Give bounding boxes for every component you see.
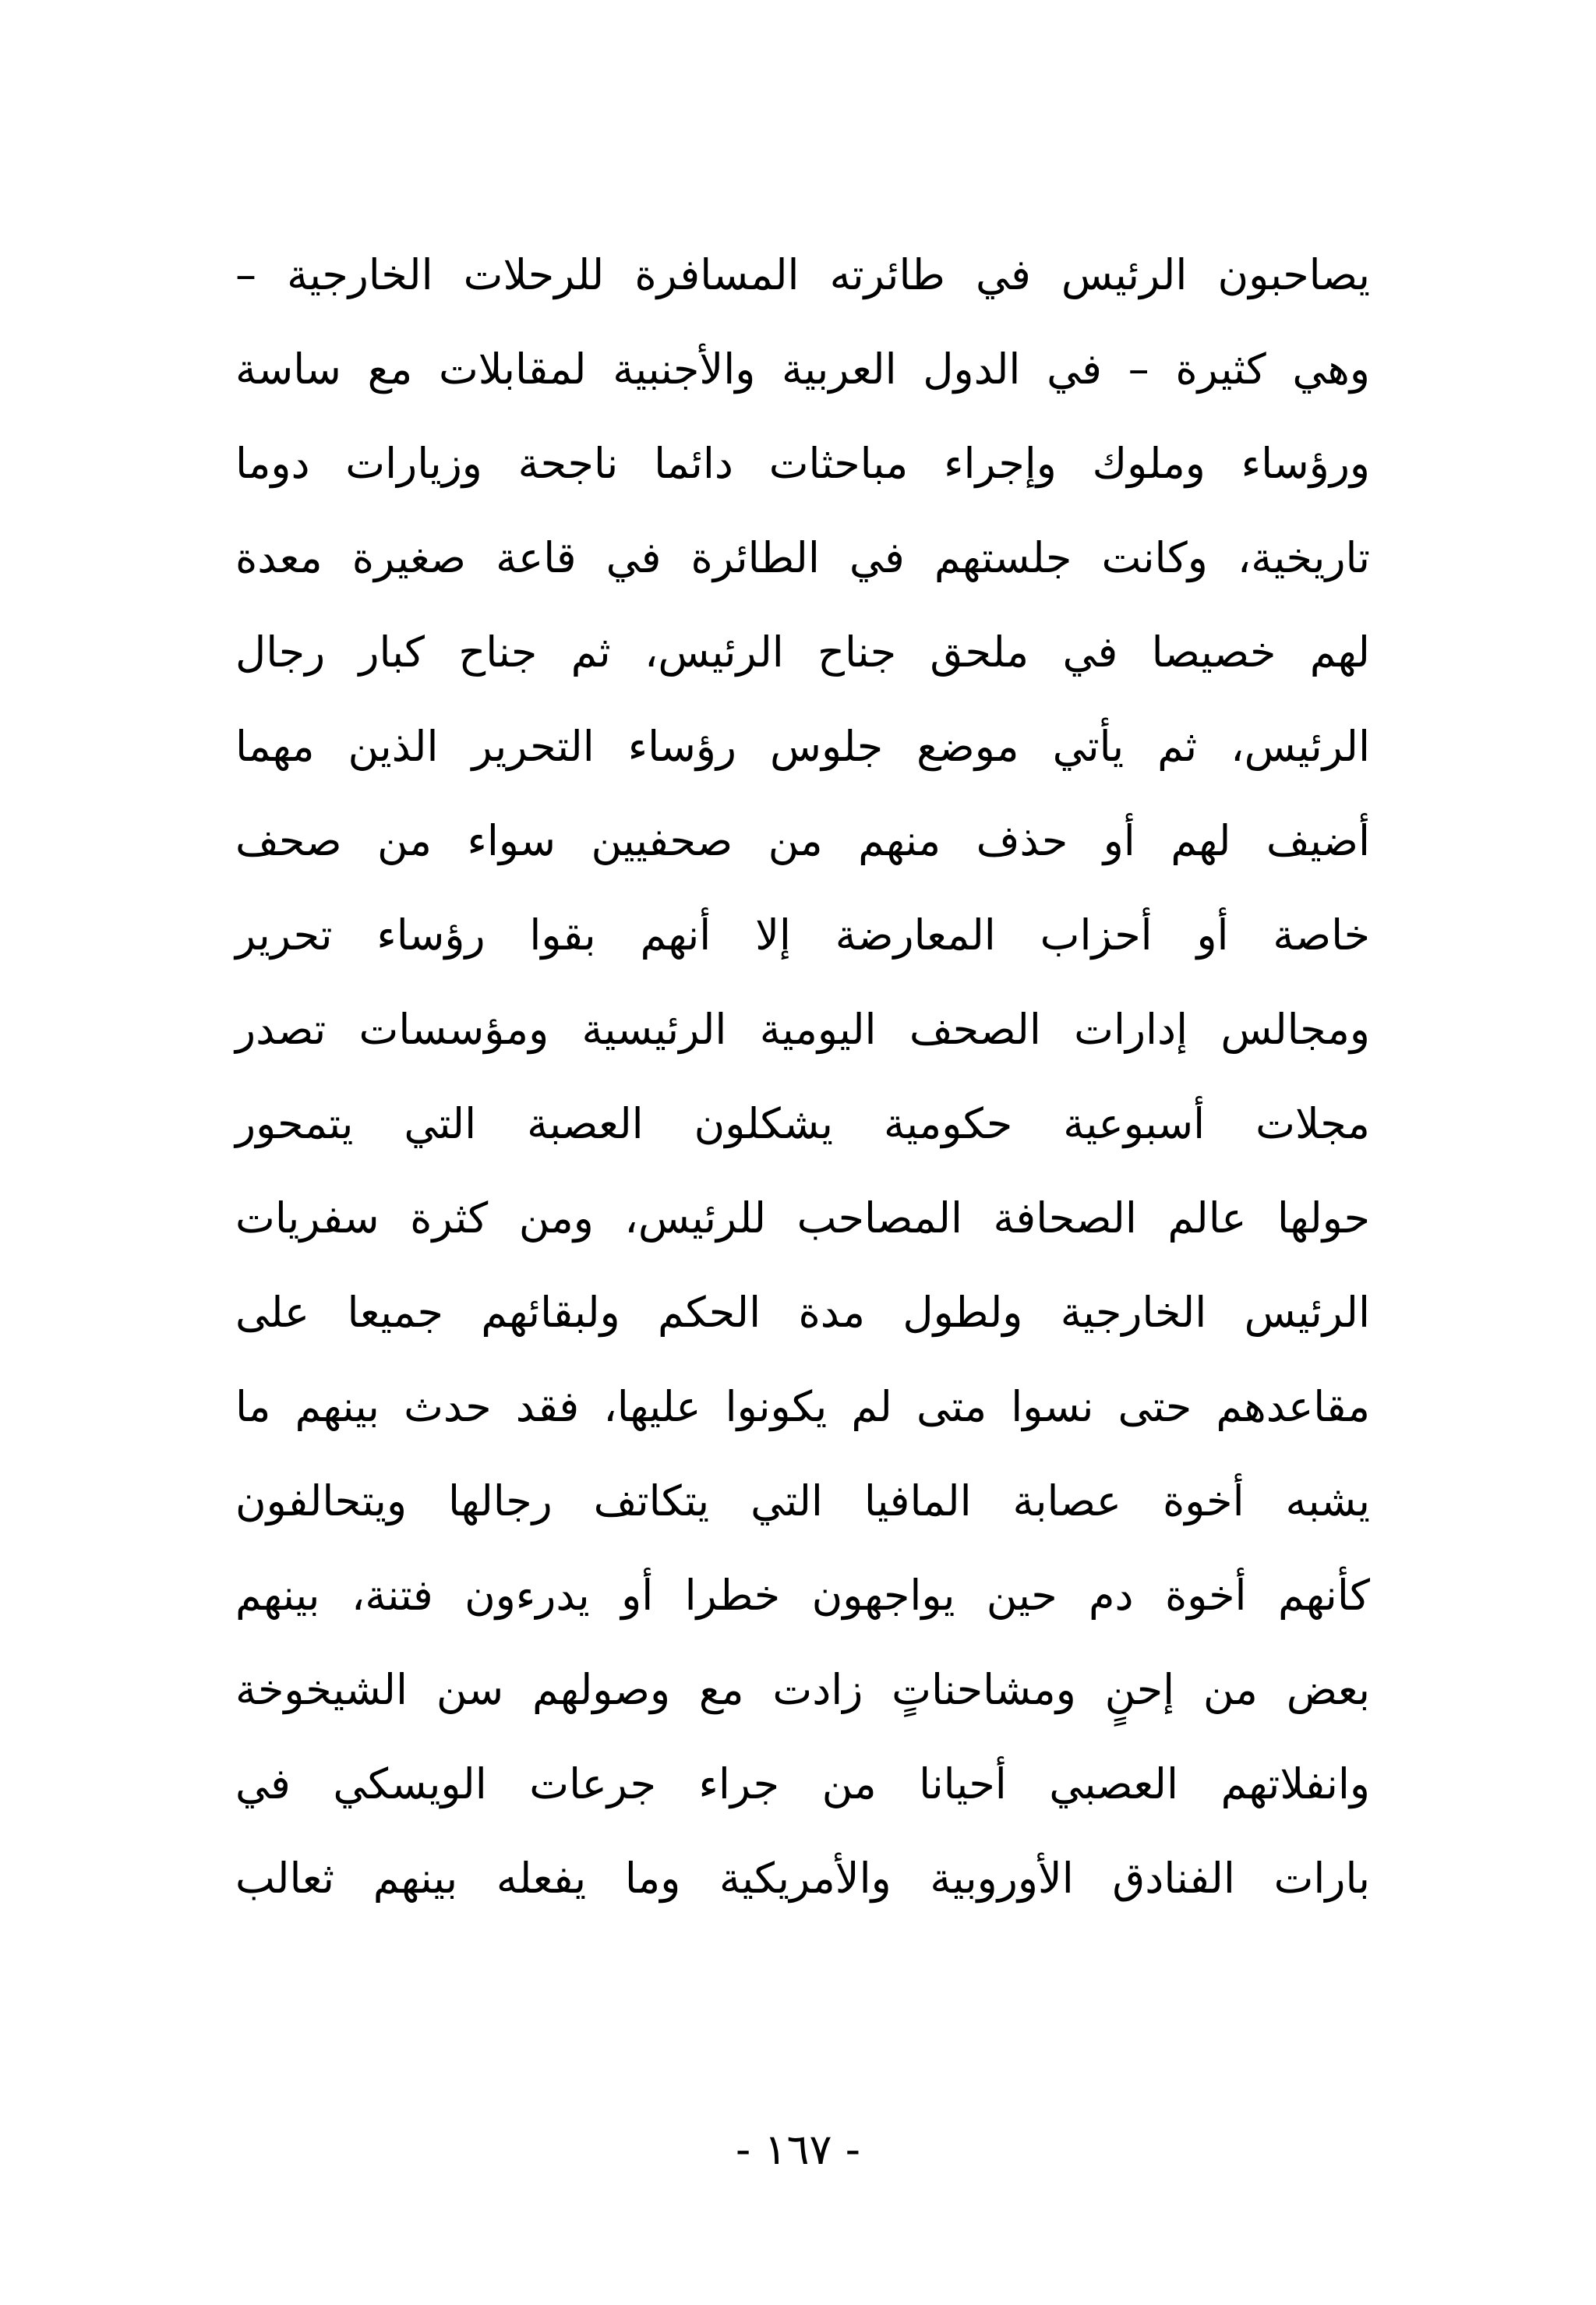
text-line: أضيف لهم أو حذف منهم من صحفيين سواء من صحف (235, 816, 1370, 865)
text-line: وهي كثيرة – في الدول العربية والأجنبية لمقابلات مع ساسة (235, 345, 1370, 394)
text-line: خاصة أو أحزاب المعارضة إلا أنهم بقوا رؤساء تحرير (235, 910, 1370, 960)
text-line: كأنهم أخوة دم حين يواجهون خطرا أو يدرءون فتنة، بينهم (235, 1571, 1370, 1620)
text-line: تاريخية، وكانت جلستهم في الطائرة في قاعة صغيرة معدة (235, 533, 1370, 582)
text-line: بعض من إحنٍ ومشاحناتٍ زادت مع وصولهم سن الشيخوخة (235, 1665, 1370, 1714)
text-line: حولها عالم الصحافة المصاحب للرئيس، ومن كثرة سفريات (235, 1193, 1370, 1243)
text-line: يشبه أخوة عصابة المافيا التي يتكاتف رجالها ويتحالفون (235, 1476, 1370, 1525)
body-text (235, 228, 1370, 1925)
text-line: الرئيس، ثم يأتي موضع جلوس رؤساء التحرير الذين مهما (235, 722, 1370, 771)
text-line: الرئيس الخارجية ولطول مدة الحكم ولبقائهم جميعا على (235, 1288, 1370, 1337)
text-line: مقاعدهم حتى نسوا متى لم يكونوا عليها، فقد حدث بينهم ما (235, 1382, 1370, 1431)
text-line: بارات الفنادق الأوروبية والأمريكية وما يفعله بينهم ثعالب (235, 1854, 1370, 1903)
text-line: يصاحبون الرئيس في طائرته المسافرة للرحلات الخارجية – (235, 250, 1370, 299)
text-line: ورؤساء وملوك وإجراء مباحثات دائما ناجحة وزيارات دوما (235, 439, 1370, 488)
text-line: لهم خصيصا في ملحق جناح الرئيس، ثم جناح كبار رجال (235, 628, 1370, 677)
page-number: - ١٦٧ - (735, 2125, 861, 2174)
text-line: مجلات أسبوعية حكومية يشكلون العصبة التي يتمحور (235, 1099, 1370, 1148)
text-line: ومجالس إدارات الصحف اليومية الرئيسية ومؤسسات تصدر (235, 1005, 1370, 1054)
text-line: وانفلاتهم العصبي أحيانا من جراء جرعات الويسكي في (235, 1759, 1370, 1808)
